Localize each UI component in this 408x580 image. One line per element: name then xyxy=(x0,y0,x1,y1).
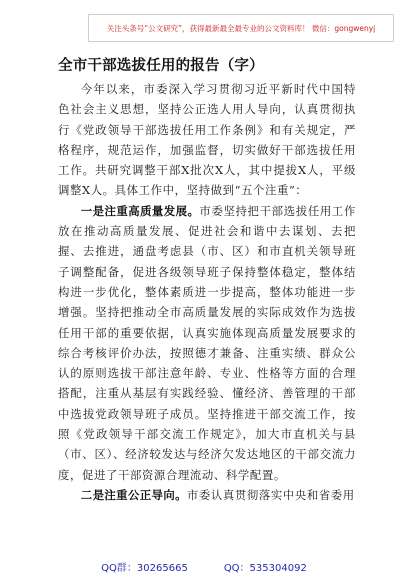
document-body xyxy=(58,79,356,505)
paragraph-point-two-text: 市委认真贯彻落实中央和省委用 xyxy=(186,487,355,502)
header-banner xyxy=(88,14,394,42)
paragraph-intro xyxy=(58,79,356,201)
paragraph-point-one xyxy=(58,201,356,485)
paragraph-point-one-text: 市委坚持把干部选拔任用工作放在推动高质量发展、促进社会和谐中去谋划、去把握、去推进，通盘考虑县（市、区）和市直机关领导班子调整配备，促进各级领导班子保持整体稳定，整体结构进一步优化，整体素质进一步提高，整体功能进一步增强。坚持把推动全市高质量发展的实际成效作为选拔任用干部的重要依据，认真实施体现高质量发展要求的综合考核评价办法，按照德才兼备、注重实绩、群众公认的原则选拔干部注意年龄、专业、性格等方面的合理搭配，注重从基层有实践经验、懂经济、善管理的干部中选拔党政领导班子成员。坚持推进干部交流工作，按照《党政领导干部交流工作规定》，加大市直机关与县（市、区）、经济较发达与经济欠发达地区的干部交流力度，促进了干部资源合理流动、科学配置。 xyxy=(58,203,356,482)
footer-qq-group: QQ群：30265665 xyxy=(101,563,188,574)
footer-contact xyxy=(0,559,408,574)
paragraph-point-one-lead: 一是注重高质量发展。 xyxy=(80,203,200,218)
paragraph-point-two xyxy=(58,485,356,505)
header-banner-text: 关注头条号“公文研究”，获得最新最全最专业的公文资料库！ 微信：gongwenyj xyxy=(106,23,376,33)
paragraph-point-two-lead: 二是注重公正导向。 xyxy=(80,487,187,502)
document-title: 全市干部选拔任用的报告（字） xyxy=(58,58,264,74)
paragraph-intro-text: 今年以来，市委深入学习贯彻习近平新时代中国特色社会主义思想，坚持公正选人用人导向，认真贯彻执行《党政领导干部选拔任用工作条例》和有关规定，严格程序，规范运作，加强监督，切实做好干部选拔任用工作。共研究调整干部X批次X人，其中提拔X人，平级调整X人。具体工作中，坚持做到“五个注重”： xyxy=(58,82,356,198)
footer-qq: QQ：535304092 xyxy=(223,563,307,574)
